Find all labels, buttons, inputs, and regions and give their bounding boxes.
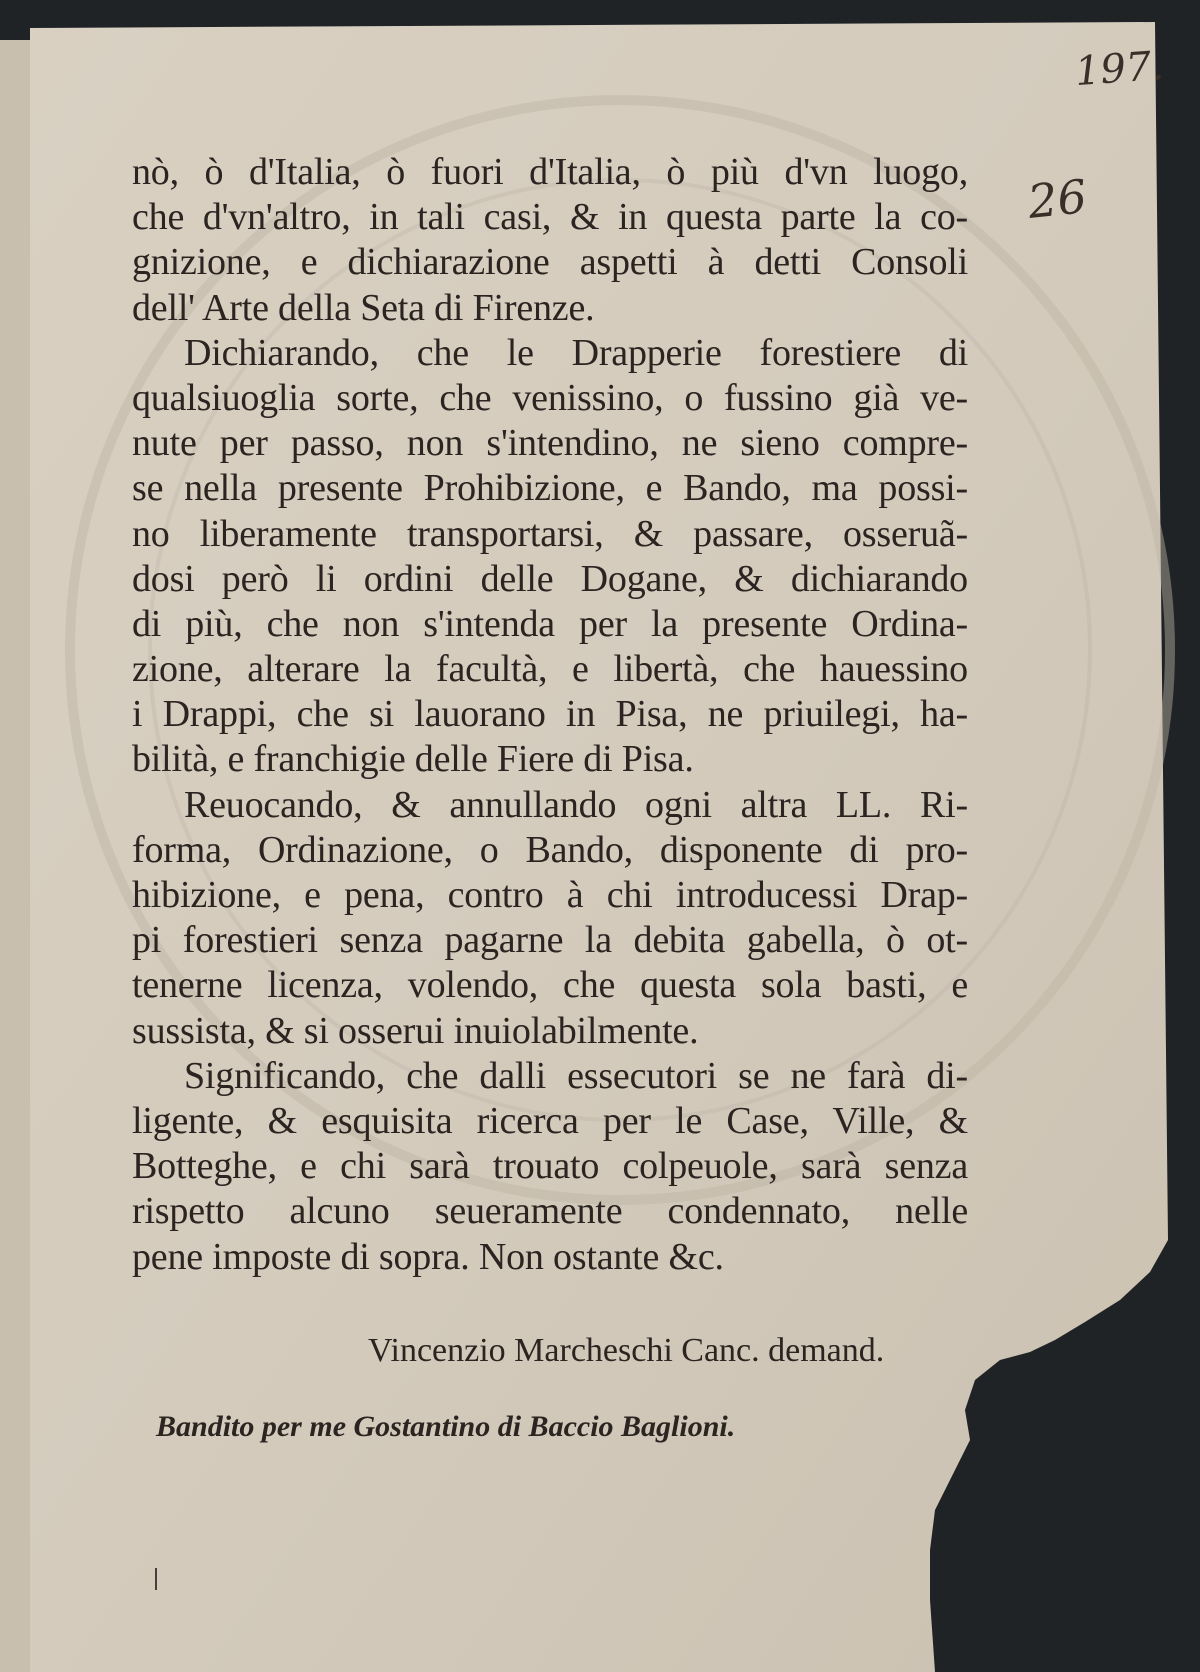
text-line: tenerne licenza, volendo, che questa sola basti, e <box>132 964 968 1007</box>
text-line: gnizione, e dichiarazione aspetti à detti Consoli <box>132 241 968 284</box>
text-line: Dichiarando, che le Drapperie forestiere di <box>184 331 968 374</box>
text-line: pi forestieri senza pagarne la debita gabella, ò ot- <box>132 919 968 962</box>
text-line: no liberamente transportarsi, & passare, osseruã- <box>132 512 968 555</box>
text-line: sussista, & si osserui inuiolabilmente. <box>132 1009 699 1052</box>
text-line: bilità, e franchigie delle Fiere di Pisa. <box>132 738 694 781</box>
paragraph-4 <box>132 1054 968 1280</box>
text-line: ligente, & esquisita ricerca per le Case, Ville, & <box>132 1099 968 1142</box>
text-line: se nella presente Prohibizione, e Bando, ma possi- <box>132 467 968 510</box>
text-line: i Drappi, che si lauorano in Pisa, ne priuilegi, ha- <box>132 693 968 736</box>
town-crier-line: Bandito per me Gostantino di Baccio Baglioni. <box>156 1410 736 1443</box>
text-line: dosi però li ordini delle Dogane, & dichiarando <box>132 557 968 600</box>
text-line: hibizione, e pena, contro à chi introducessi Drap- <box>132 874 968 916</box>
body-text <box>132 150 968 1280</box>
text-line: qualsiuoglia sorte, che venissino, o fussino già ve- <box>132 376 968 419</box>
text-line: nò, ò d'Italia, ò fuori d'Italia, ò più d'vn luogo, <box>132 151 968 193</box>
paragraph-1 <box>132 150 968 331</box>
text-line: Reuocando, & annullando ogni altra LL. Ri- <box>184 783 968 826</box>
chancellor-signature: Vincenzio Marcheschi Canc. demand. <box>368 1332 885 1369</box>
paragraph-3 <box>132 783 968 1054</box>
text-line: che d'vn'altro, in tali casi, & in questa parte la co- <box>132 196 968 239</box>
text-line: Significando, che dalli essecutori se ne farà di- <box>184 1054 968 1097</box>
text-line: Botteghe, e chi sarà trouato colpeuole, sarà senza <box>132 1145 968 1188</box>
text-line: zione, alterare la facultà, e libertà, che hauessino <box>132 648 968 691</box>
text-line: rispetto alcuno seueramente condennato, nelle <box>132 1190 968 1233</box>
text-line: pene imposte di sopra. Non ostante &c. <box>132 1235 724 1278</box>
page-number-annotation: 26 <box>1025 169 1090 229</box>
text-line: nute per passo, non s'intendino, ne sieno compre- <box>132 422 968 465</box>
folio-annotation: 197. <box>1073 42 1166 96</box>
page-mark <box>155 1568 157 1590</box>
paragraph-2 <box>132 331 968 783</box>
text-line: di più, che non s'intenda per la presente Ordina- <box>132 602 968 645</box>
text-line: dell' Arte della Seta di Firenze. <box>132 286 595 329</box>
text-line: forma, Ordinazione, o Bando, disponente di pro- <box>132 828 968 871</box>
